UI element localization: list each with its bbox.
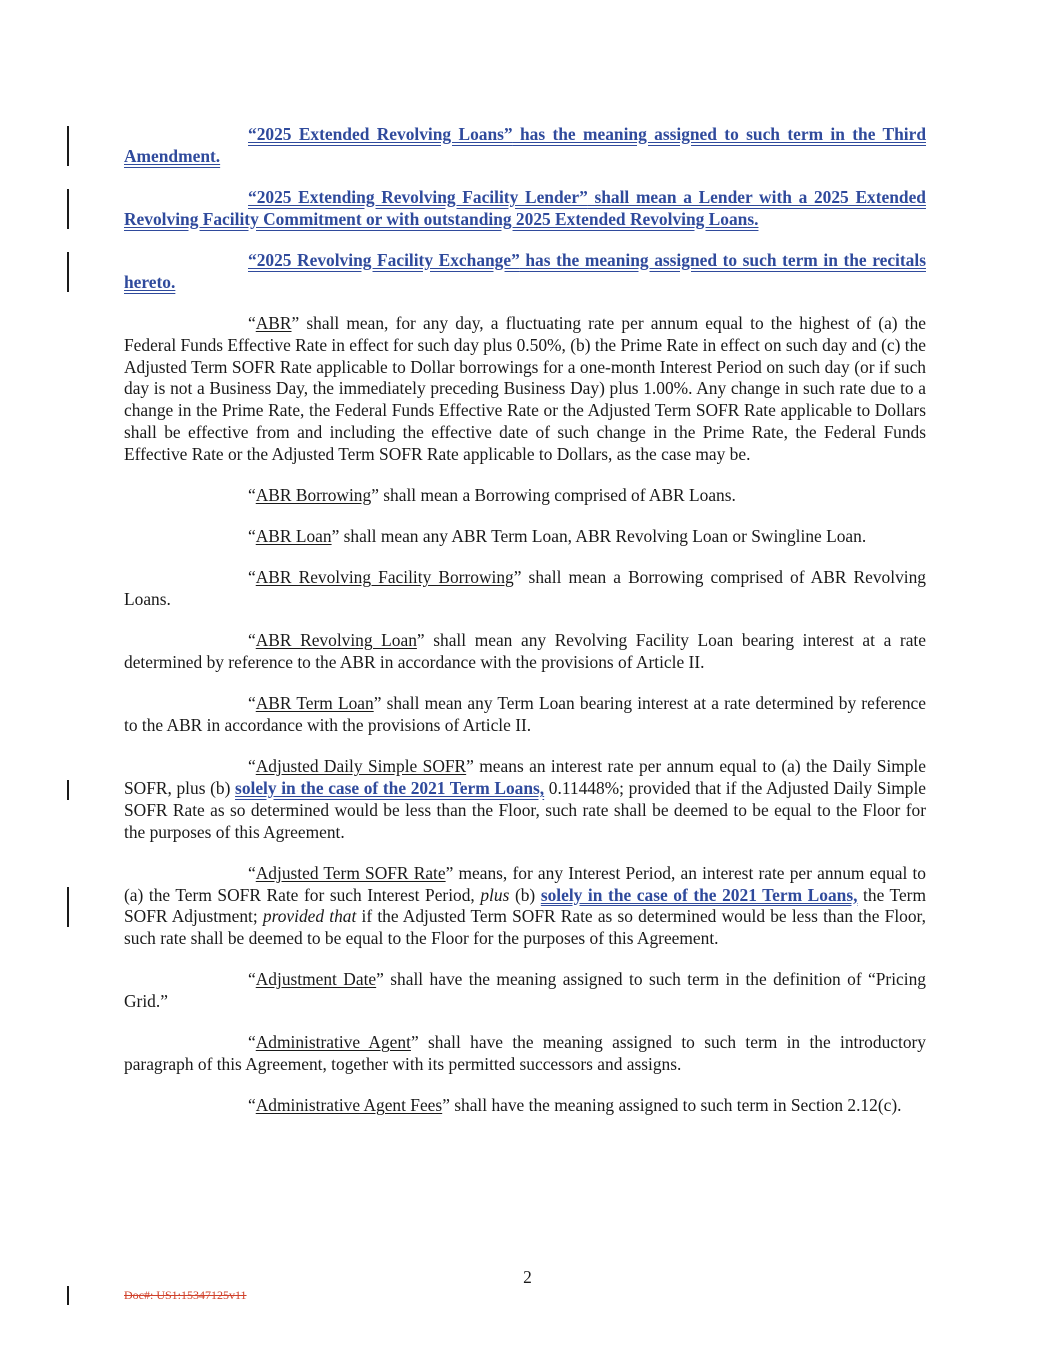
change-bar [67,887,69,927]
change-bar [67,189,69,229]
defined-term: ABR Loan [255,526,332,547]
inserted-text: “2025 Revolving Facility Exchange” has the meaning assigned to such term in the recitals hereto. [124,249,926,292]
definition-administrative-agent-fees: “Administrative Agent Fees” shall have the meaning assigned to such term in Section 2.12(c). [248,1095,902,1116]
definition-abr: “ABR” shall mean, for any day, a fluctuating rate per annum equal to the highest of (a) the Federal Funds Effective Rate in effect for such day plus 0.50%, (b) the Prime Rate in effect on such day and (c) the Adjusted Term SOFR Rate applicable to Dollar borrowings for a one-month Interest Period on such day (or if such day is not a Business Day, the immediately preceding Business Day) plus 1.00%. Any change in such rate due to a change in the Prime Rate, the Federal Funds Effective Rate or the Adjusted Term SOFR Rate applicable to Dollars shall be effective from and including the effective date of such change in the Prime Rate, the Federal Funds Effective Rate or the Adjusted Term SOFR Rate applicable to Dollars, as the case may be. [124,312,926,464]
change-bar [67,1286,69,1305]
change-bar [67,126,69,166]
inserted-text: solely in the case of the 2021 Term Loans, [540,884,858,905]
definition-2025-revolving-facility-exchange [124,250,926,294]
change-bar [67,252,69,292]
definition-adjusted-term-sofr-rate: “Adjusted Term SOFR Rate” means, for any Interest Period, an interest rate per annum equal to (a) the Term SOFR Rate for such Interest Period, plus (b) solely in the case of the 2021 Term Loans, the Term SOFR Adjustment; provided that if the Adjusted Term SOFR Rate as so determined would be less than the Floor, such rate shall be deemed to be equal to the Floor for the purposes of this Agreement. [124,863,926,950]
defined-term: Adjusted Term SOFR Rate [255,862,446,883]
definition-abr-revolving-loan: “ABR Revolving Loan” shall mean any Revolving Facility Loan bearing interest at a rate determined by reference to the ABR in accordance with the provisions of Article II. [124,630,926,673]
definition-2025-extended-revolving-loans [124,124,926,168]
definition-administrative-agent: “Administrative Agent” shall have the meaning assigned to such term in the introductory paragraph of this Agreement, together with its permitted successors and assigns. [124,1032,927,1075]
defined-term: Administrative Agent Fees [255,1095,443,1116]
defined-term: ABR Revolving Facility Borrowing [255,567,514,588]
definition-abr-borrowing: “ABR Borrowing” shall mean a Borrowing comprised of ABR Loans. [248,484,736,505]
defined-term: ABR Borrowing [255,484,372,505]
page-number: 2 [523,1267,532,1287]
document-body [124,124,926,1137]
definition-abr-revolving-facility-borrowing: “ABR Revolving Facility Borrowing” shall mean a Borrowing comprised of ABR Revolving Loans. [124,567,926,610]
defined-term: Adjustment Date [255,969,377,990]
definition-abr-term-loan: “ABR Term Loan” shall mean any Term Loan bearing interest at a rate determined by reference to the ABR in accordance with the provisions of Article II. [124,693,926,736]
definition-adjusted-daily-simple-sofr: “Adjusted Daily Simple SOFR” means an interest rate per annum equal to (a) the Daily Simple SOFR, plus (b) solely in the case of the 2021 Term Loans, 0.11448%; provided that if the Adjusted Daily Simple SOFR Rate as so determined would be less than the Floor, such rate shall be deemed to be equal to the Floor for the purposes of this Agreement. [124,756,926,843]
defined-term: Administrative Agent [255,1032,411,1053]
inserted-text: solely in the case of the 2021 Term Loans, [235,778,545,799]
defined-term: Adjusted Daily Simple SOFR [255,756,467,777]
defined-term: ABR Term Loan [255,693,374,714]
definition-adjustment-date: “Adjustment Date” shall have the meaning assigned to such term in the definition of “Pricing Grid.” [124,969,926,1012]
document-id-deleted: Doc#: US1:15347125v11 [124,1288,247,1302]
defined-term: ABR Revolving Loan [255,630,417,651]
change-bar [67,780,69,800]
definition-abr-loan: “ABR Loan” shall mean any ABR Term Loan, ABR Revolving Loan or Swingline Loan. [248,526,867,547]
defined-term: ABR [255,312,292,333]
inserted-text: “2025 Extending Revolving Facility Lender” shall mean a Lender with a 2025 Extended Revolving Facility Commitment or with outstanding 2025 Extended Revolving Loans. [124,186,926,229]
definition-2025-extending-revolving-facility-lender [124,187,926,231]
inserted-text: “2025 Extended Revolving Loans” has the meaning assigned to such term in the Third Amendment. [124,124,926,166]
